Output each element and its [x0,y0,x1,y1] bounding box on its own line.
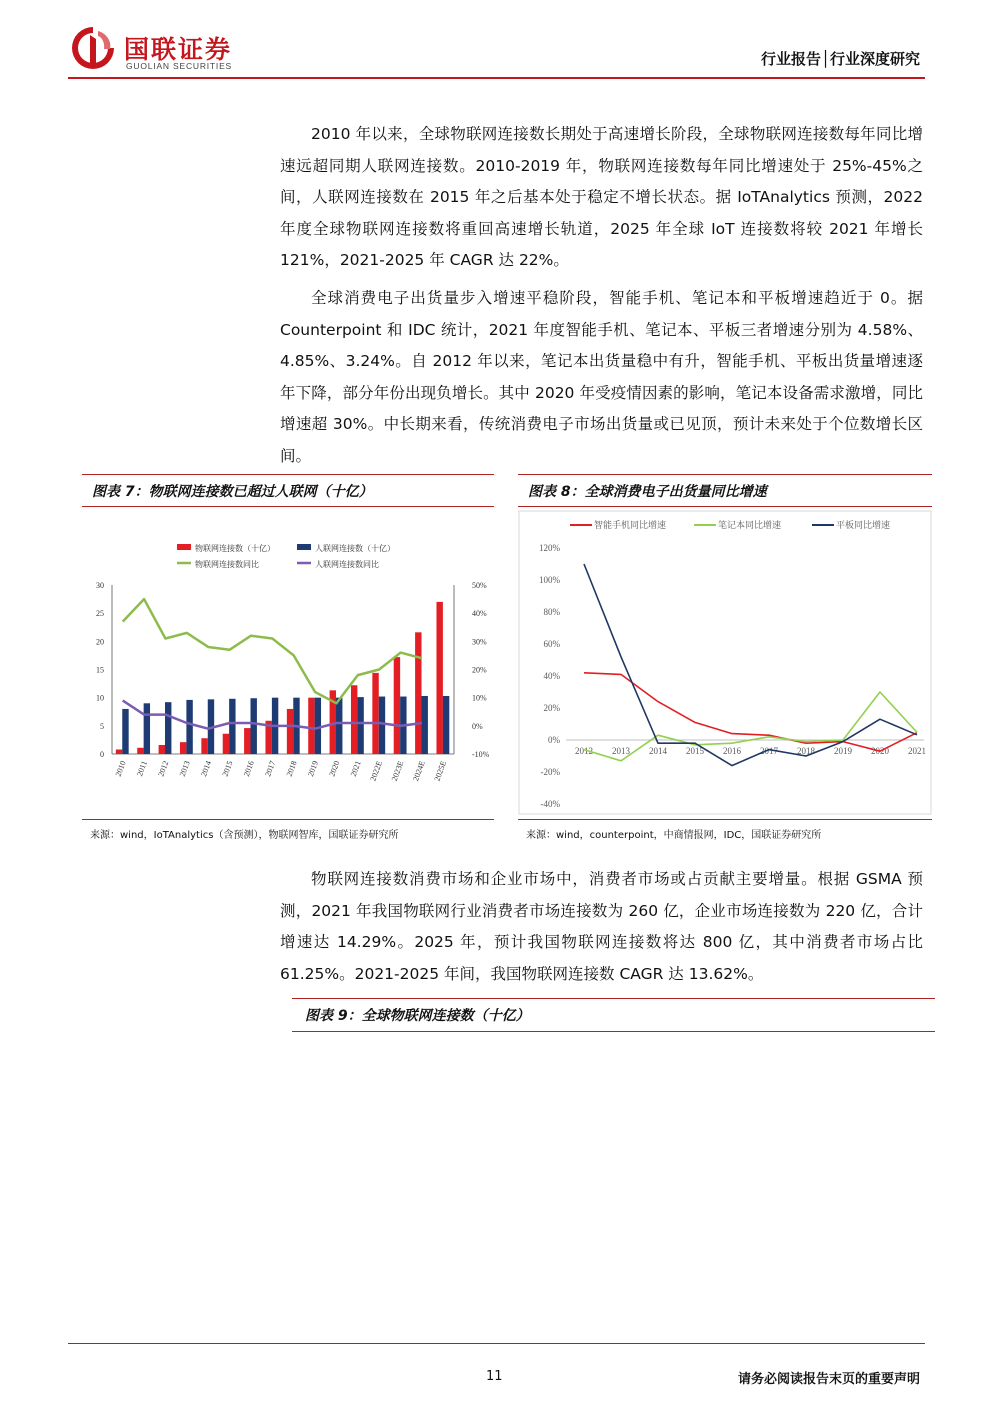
legend-label: 物联网连接数同比 [195,560,259,569]
bar [357,697,363,754]
figure7-top-rule [82,474,494,475]
bar [186,700,192,754]
chart-frame [519,511,931,814]
x-tick-label: 2012 [156,759,171,778]
bar [394,657,400,754]
x-tick-label: 2013 [611,746,630,756]
bar [287,709,293,754]
y-tick-label-left: 25 [96,609,104,619]
bar [308,698,314,754]
bar [165,702,171,754]
legend-swatch [177,544,191,550]
x-tick-label: 2015 [220,759,235,778]
x-tick-label: 2014 [648,746,667,756]
bar [116,749,122,754]
bar [415,632,421,754]
report-type-label: 行业报告│行业深度研究 [760,50,920,68]
x-tick-label: 2024E [411,759,427,783]
bar [201,738,207,754]
x-tick-label: 2021 [907,746,926,756]
y-tick-label-right: 30% [472,637,487,647]
series-line [584,564,917,766]
figure9-title: 图表 9：全球物联网连接数（十亿） [305,1008,530,1024]
x-tick-label: 2022E [368,759,385,783]
y-tick-label-left: 10 [96,693,104,703]
y-tick-label-right: 40% [472,609,487,619]
x-tick-label: 2019 [833,746,852,756]
figure7-bottom-rule [82,506,494,507]
legend-label: 物联网连接数（十亿） [195,544,275,553]
x-tick-label: 2016 [722,746,741,756]
y-tick-label-right: 10% [472,693,487,703]
bar [372,673,378,754]
x-tick-label: 2020 [327,759,342,778]
bar [436,602,442,754]
bar [422,696,428,754]
x-tick-label: 2013 [177,759,192,778]
y-tick-label-left: 30 [96,581,104,590]
y-tick-label-right: 50% [472,581,487,590]
legend-label: 智能手机同比增速 [594,520,667,530]
bar [443,696,449,754]
x-tick-label: 2021 [348,759,363,778]
y-tick-label: 100% [539,575,560,585]
y-tick-label-right: 0% [472,721,483,731]
x-tick-label: 2016 [241,759,256,778]
x-tick-label: 2014 [199,759,214,778]
y-tick-label: 0% [548,735,560,745]
consumer-electronics-growth-chart [518,510,932,815]
y-tick-label: -40% [540,799,560,809]
y-tick-label-left: 20 [96,637,104,647]
x-tick-label: 2017 [263,759,278,778]
figure8-source-rule [518,819,932,820]
bar [251,698,257,754]
y-tick-label: 120% [539,543,560,553]
bar [336,698,342,754]
header-divider [68,77,925,79]
page-number: 11 [486,1369,503,1384]
logo-english-text: GUOLIAN SECURITIES [126,61,233,71]
bar [137,748,143,754]
legend-swatch [297,544,311,550]
x-tick-label: 2018 [284,759,299,778]
figure7-source: 来源：wind，IoTAnalytics（含预测），物联网智库，国联证券研究所 [90,830,399,841]
figure7-title: 图表 7：物联网连接数已超过人联网（十亿） [92,484,373,500]
x-tick-label: 2015 [685,746,704,756]
bar [180,742,186,754]
logo-text: 国联证券 [124,35,233,64]
y-tick-label: 80% [543,607,560,617]
y-tick-label-right: -10% [472,750,490,759]
figure8-title: 图表 8：全球消费电子出货量同比增速 [528,484,767,500]
x-tick-label: 2025E [432,759,449,783]
y-tick-label-right: 20% [472,665,487,675]
legend-label: 平板同比增速 [836,520,891,530]
figure8-top-rule [518,474,932,475]
x-tick-label: 2010 [113,759,128,778]
bar [144,703,150,754]
footer-divider [68,1343,925,1344]
legend-label: 人联网连接数同比 [315,560,379,569]
x-tick-label: 2023E [389,759,406,783]
company-logo-icon [70,25,116,71]
figure9-bottom-rule [292,1031,935,1032]
iot-vs-human-connections-chart [82,510,494,815]
bar [122,709,128,754]
y-tick-label: 40% [543,671,560,681]
figure8-source: 来源：wind，counterpoint，中商情报网，IDC，国联证券研究所 [526,830,822,841]
x-tick-label: 2017 [759,746,778,756]
x-tick-label: 2012 [575,746,593,756]
paragraph-consumer-electronics: 全球消费电子出货量步入增速平稳阶段，智能手机、笔记本和平板增速趋近于 0。据 Counterpoint 和 IDC 统计，2021 年度智能手机、笔记本、平板三者增速分别为 4.58%、4.85%、3.24%。自 2012 年以来，笔记本出货量稳中有升，智能手机、平板出货量增速逐年下降，部分年份出现负增长。其中 2020 年受疫情因素的影响，笔记本设备需求激增，同比增速超 30%。中长期来看，传统消费电子市场出货量或已见顶，预计未来处于个位数增长区间。 [280,289,923,465]
footer-disclaimer: 请务必阅读报告末页的重要声明 [737,1372,920,1387]
bar [315,698,321,754]
bar [229,699,235,754]
legend-label: 人联网连接数（十亿） [315,544,395,553]
y-tick-label: -20% [540,767,560,777]
legend-label: 笔记本同比增速 [718,520,782,530]
figure9-top-rule [292,998,935,999]
y-tick-label: 60% [543,639,560,649]
y-tick-label-left: 0 [100,750,104,759]
bar [223,734,229,754]
paragraph-iot-markets: 物联网连接数消费市场和企业市场中，消费者市场或占贡献主要增量。根据 GSMA 预测，2021 年我国物联网行业消费者市场连接数为 260 亿，企业市场连接数为 220 亿，合计增速达 14.29%。2025 年，预计我国物联网连接数将达 800 亿，其中消费者市场占比 61.25%。2021-2025 年间，我国物联网连接数 CAGR 达 13.62%。 [280,870,923,983]
y-tick-label-left: 15 [96,665,104,675]
x-tick-label: 2011 [135,759,149,778]
x-tick-label: 2020 [870,746,889,756]
y-tick-label-left: 5 [100,721,104,731]
bar [351,685,357,754]
y-tick-label: 20% [543,703,560,713]
paragraph-iot-growth: 2010 年以来，全球物联网连接数长期处于高速增长阶段，全球物联网连接数每年同比增速远超同期人联网连接数。2010-2019 年，物联网连接数每年同比增速处于 25%-45%之间，人联网连接数在 2015 年之后基本处于稳定不增长状态。据 IoTAnalytics 预测，2022 年度全球物联网连接数将重回高速增长轨道，2025 年全球 IoT 连接数将较 2021 年增长 121%，2021-2025 年 CAGR 达 22%。 [280,125,923,269]
x-tick-label: 2019 [306,759,320,778]
figure8-bottom-rule [518,506,932,507]
bar [159,745,165,754]
bar [244,728,250,754]
figure7-source-rule [82,819,494,820]
bar [379,697,385,754]
x-tick-label: 2018 [796,746,815,756]
